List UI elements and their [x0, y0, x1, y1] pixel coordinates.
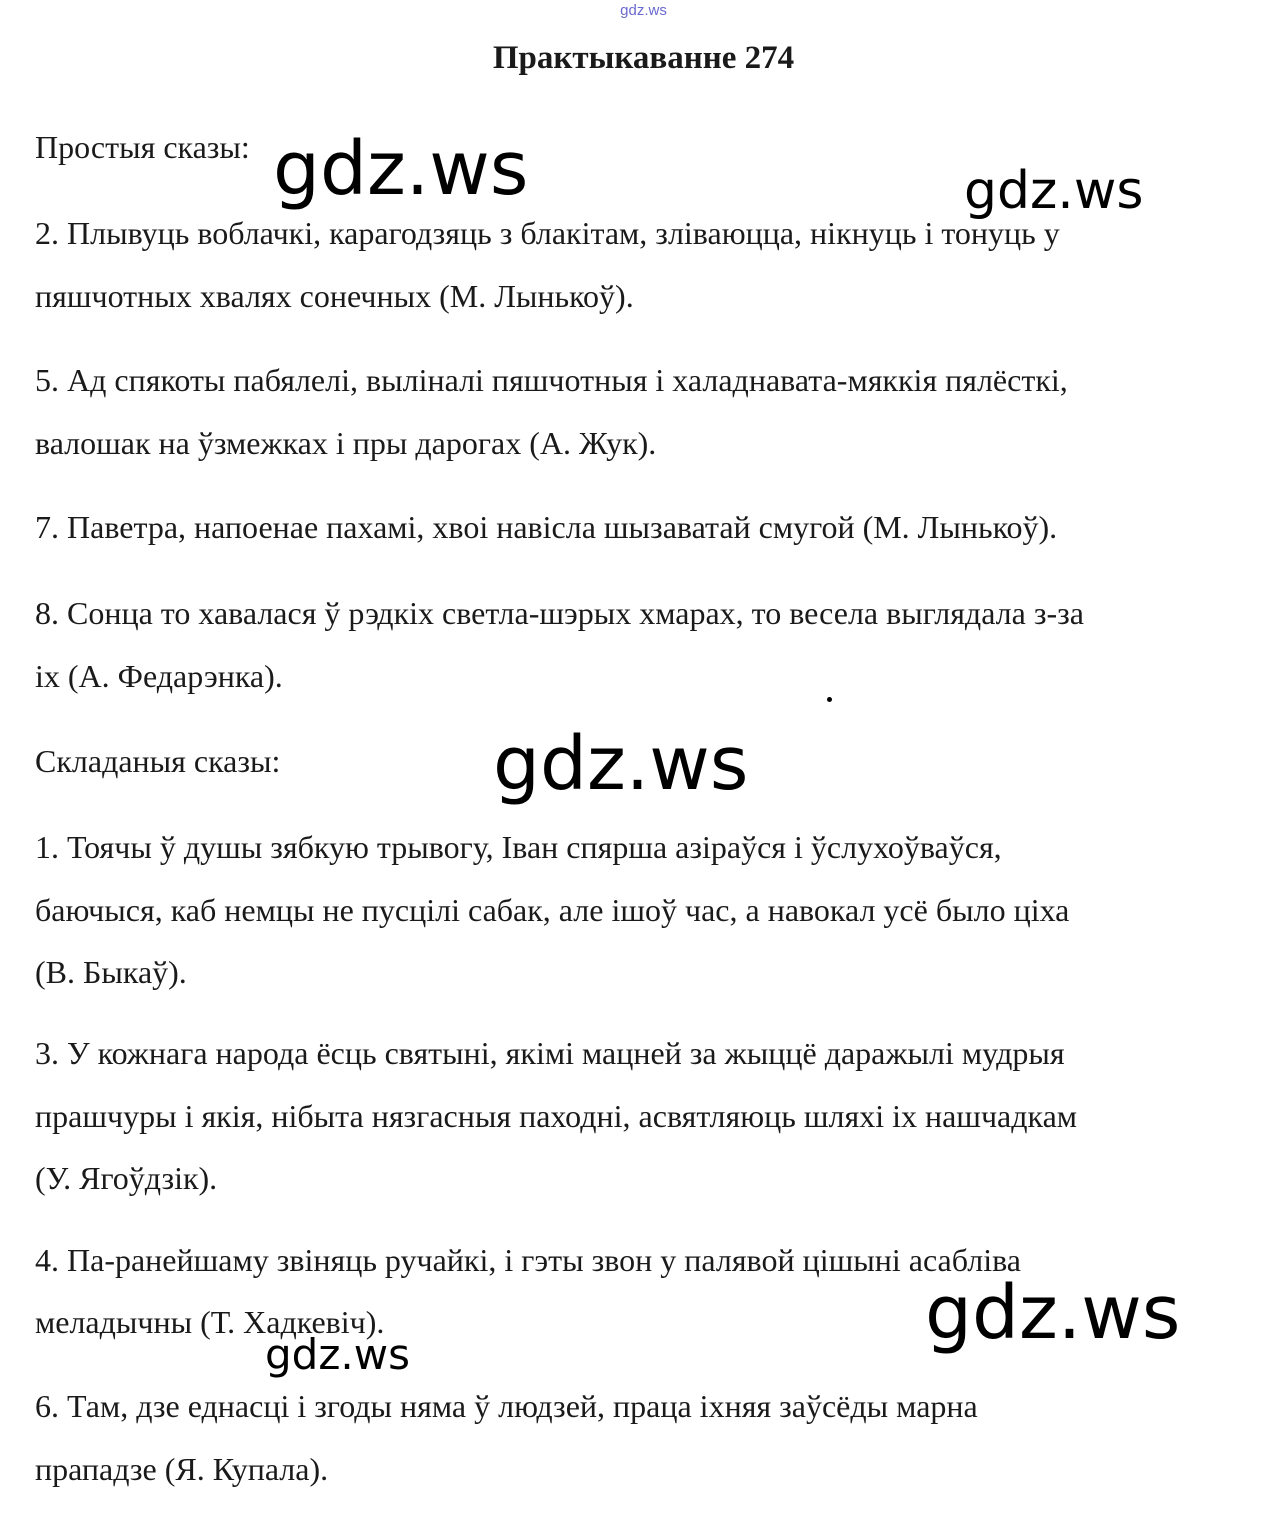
complex-item-3-line-3: (У. Ягоўдзік). — [35, 1160, 218, 1196]
complex-item-6-line-1: 6. Там, дзе еднасці і згоды няма ў людзей, праца іхняя заўсёды марна — [35, 1388, 978, 1424]
watermark: gdz.ws — [265, 1330, 410, 1379]
simple-item-2-line-1: 2. Плывуць воблачкі, карагодзяць з блакітам, зліваюцца, нікнуць і тонуць у — [35, 215, 1060, 251]
simple-item-5-line-2: валошак на ўзмежках і пры дарогах (А. Жук). — [35, 425, 657, 461]
watermark: gdz.ws — [964, 161, 1144, 221]
watermark-top: gdz.ws — [620, 2, 667, 19]
complex-sentences-heading: Складаныя сказы: — [35, 743, 281, 779]
simple-item-2-line-2: пяшчотных хвалях сонечных (М. Лынькоў). — [35, 278, 634, 314]
complex-item-3-line-2: прашчуры і якія, нібыта нязгасныя паходні, асвятляюць шляхі іх нашчадкам — [35, 1098, 1078, 1134]
complex-item-4-line-1: 4. Па-ранейшаму звіняць ручайкі, і гэты звон у палявой цішыні асабліва — [35, 1242, 1021, 1278]
simple-sentences-heading: Простыя сказы: — [35, 129, 250, 165]
complex-item-1-line-3: (В. Быкаў). — [35, 954, 187, 990]
stray-dot — [827, 697, 832, 702]
simple-item-8-line-1: 8. Сонца то хавалася ў рэдкіх светла-шэрых хмарах, то весела выглядала з-за — [35, 595, 1084, 631]
simple-item-5-line-1: 5. Ад спякоты пабялелі, выліналі пяшчотныя і халаднавата-мяккія пялёсткі, — [35, 362, 1068, 398]
complex-item-4-line-2: меладычны (Т. Хадкевіч). — [35, 1304, 385, 1340]
watermark: gdz.ws — [925, 1270, 1181, 1356]
complex-item-1-line-2: баючыся, каб немцы не пусцілі сабак, але ішоў час, а навокал усё было ціха — [35, 892, 1070, 928]
simple-item-7-line-1: 7. Паветра, напоенае пахамі, хвоі навісла шызаватай смугой (М. Лынькоў). — [35, 509, 1058, 545]
complex-item-3-line-1: 3. У кожнага народа ёсць святыні, якімі мацней за жыццё даражылі мудрыя — [35, 1035, 1065, 1071]
watermark: gdz.ws — [273, 126, 529, 212]
complex-item-1-line-1: 1. Тоячы ў душы зябкую трывогу, Іван спярша азіраўся і ўслухоўваўся, — [35, 829, 1002, 865]
page-title: Практыкаванне 274 — [492, 40, 795, 76]
watermark: gdz.ws — [493, 721, 749, 807]
simple-item-8-line-2: іх (А. Федарэнка). — [35, 658, 283, 694]
complex-item-6-line-2: прападзе (Я. Купала). — [35, 1451, 329, 1487]
